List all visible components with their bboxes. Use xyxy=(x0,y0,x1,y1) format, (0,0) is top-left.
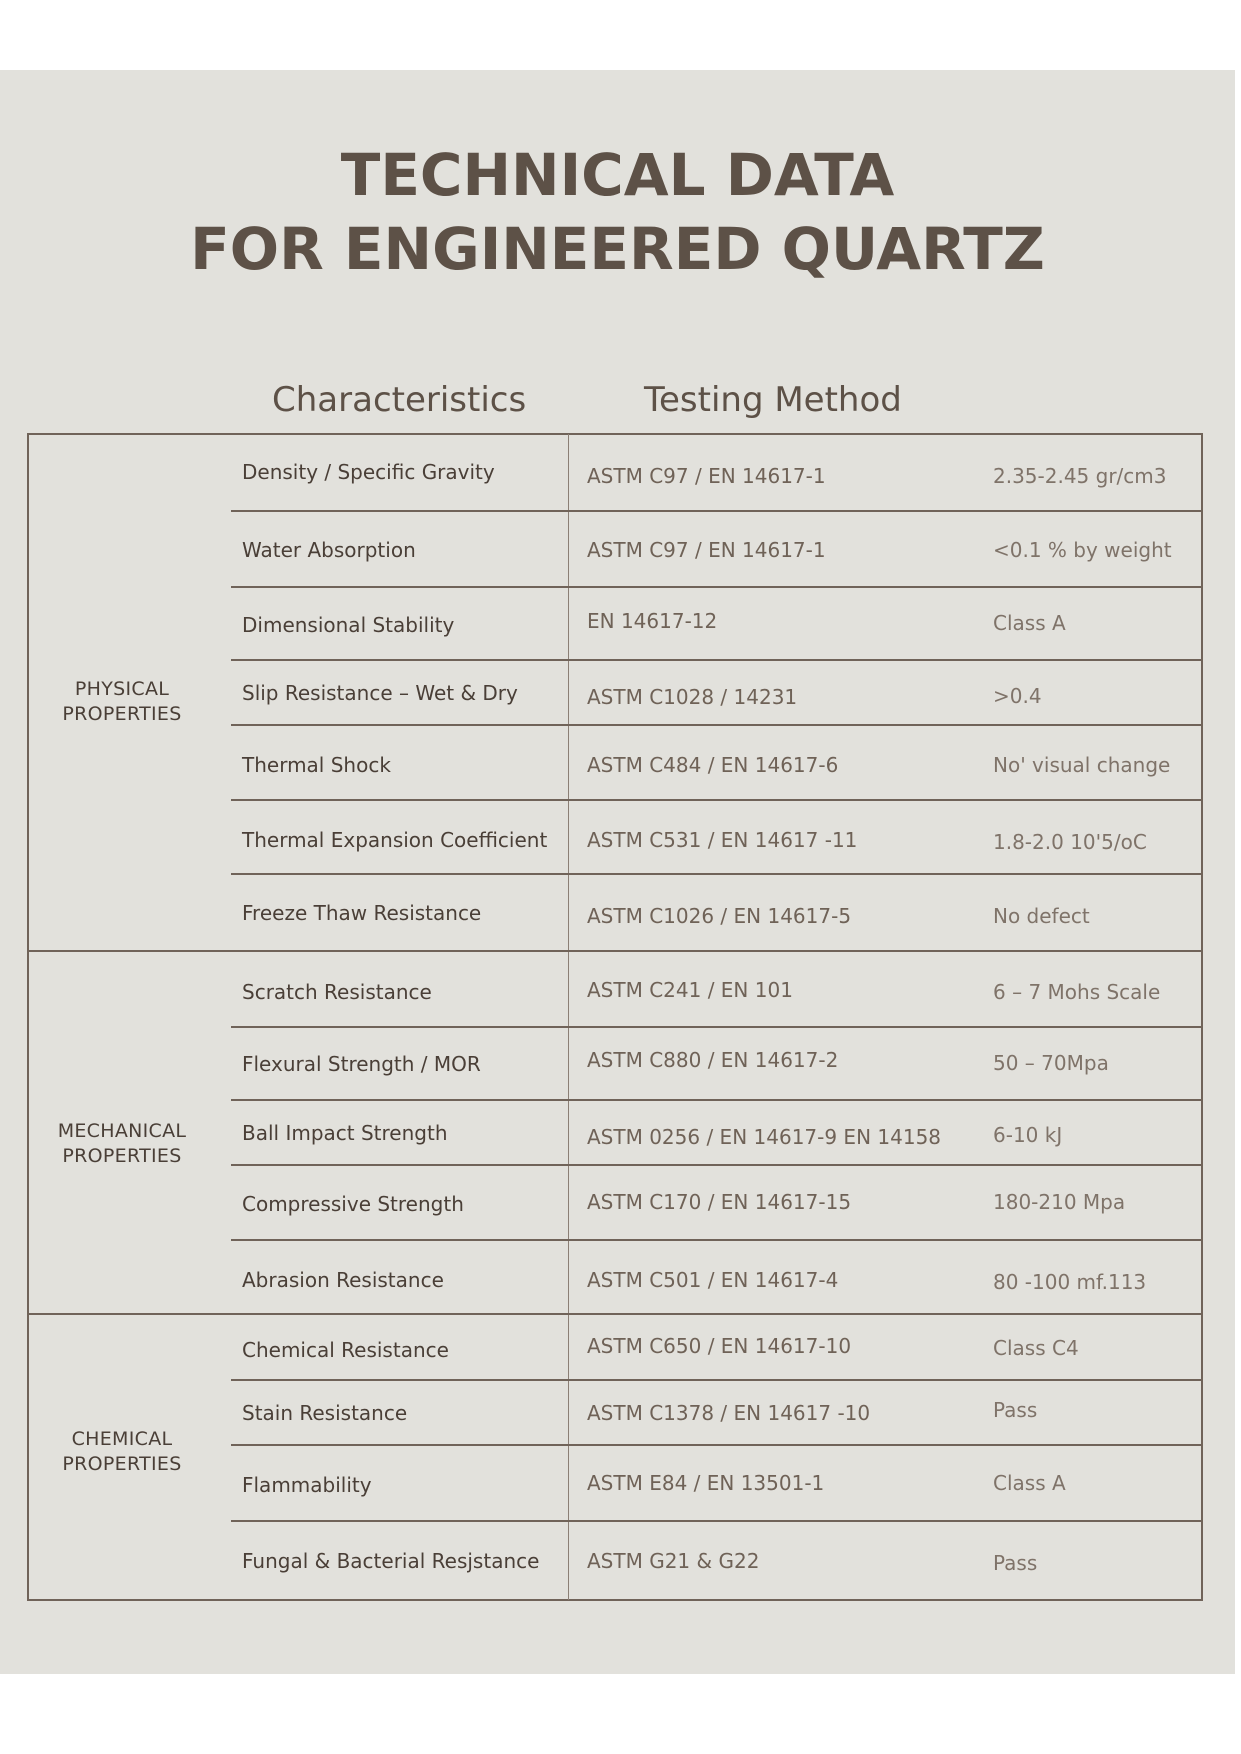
cell-characteristic: Flammability xyxy=(242,1473,372,1497)
cell-value: 2.35-2.45 gr/cm3 xyxy=(993,464,1167,488)
row-divider xyxy=(231,586,1203,588)
column-divider xyxy=(568,434,569,1600)
cell-characteristic: Fungal & Bacterial Resjstance xyxy=(242,1549,540,1573)
cell-method: EN 14617-12 xyxy=(587,609,718,633)
cell-method: ASTM C241 / EN 101 xyxy=(587,978,793,1002)
category-label-chemical xyxy=(27,1427,217,1477)
cell-value: No' visual change xyxy=(993,753,1171,777)
column-header-characteristics: Characteristics xyxy=(272,380,527,420)
cell-characteristic: Thermal Shock xyxy=(242,753,391,777)
cell-value: 6-10 kJ xyxy=(993,1123,1063,1147)
row-divider xyxy=(231,873,1203,875)
cell-value: Class C4 xyxy=(993,1336,1079,1360)
row-divider xyxy=(231,724,1203,726)
cell-value: 6 – 7 Mohs Scale xyxy=(993,980,1161,1004)
row-divider xyxy=(231,1026,1203,1028)
cell-value: <0.1 % by weight xyxy=(993,538,1172,562)
cell-method: ASTM C1378 / EN 14617 -10 xyxy=(587,1401,871,1425)
row-divider xyxy=(231,1520,1203,1522)
row-divider xyxy=(231,1164,1203,1166)
cell-value: No defect xyxy=(993,904,1090,928)
cell-value: >0.4 xyxy=(993,684,1042,708)
category-label-physical xyxy=(27,677,217,727)
cell-method: ASTM C501 / EN 14617-4 xyxy=(587,1268,839,1292)
cell-method: ASTM 0256 / EN 14617-9 EN 14158 xyxy=(587,1125,942,1149)
cell-value: 80 -100 mf.113 xyxy=(993,1270,1147,1294)
cell-method: ASTM C650 / EN 14617-10 xyxy=(587,1334,852,1358)
cell-characteristic: Abrasion Resistance xyxy=(242,1268,444,1292)
category-divider xyxy=(27,950,1203,952)
cell-characteristic: Water Absorption xyxy=(242,538,416,562)
cell-method: ASTM C880 / EN 14617-2 xyxy=(587,1048,839,1072)
page-title-line-1: TECHNICAL DATA xyxy=(340,141,895,209)
cell-characteristic: Density / Specific Gravity xyxy=(242,460,495,484)
cell-method: ASTM C97 / EN 14617-1 xyxy=(587,538,826,562)
row-divider xyxy=(231,1239,1203,1241)
row-divider xyxy=(231,1444,1203,1446)
cell-method: ASTM C97 / EN 14617-1 xyxy=(587,464,826,488)
cell-characteristic: Stain Resistance xyxy=(242,1401,408,1425)
cell-characteristic: Dimensional Stability xyxy=(242,613,455,637)
row-divider xyxy=(231,510,1203,512)
cell-value: Class A xyxy=(993,1471,1066,1495)
row-divider xyxy=(231,799,1203,801)
cell-value: 1.8-2.0 10'5/oC xyxy=(993,830,1147,854)
cell-characteristic: Ball Impact Strength xyxy=(242,1121,448,1145)
cell-value: 50 – 70Mpa xyxy=(993,1051,1109,1075)
cell-method: ASTM C1028 / 14231 xyxy=(587,685,798,709)
category-label-line: CHEMICAL xyxy=(71,1428,173,1450)
cell-characteristic: Slip Resistance – Wet & Dry xyxy=(242,681,518,705)
cell-method: ASTM C170 / EN 14617-15 xyxy=(587,1190,852,1214)
cell-value: Class A xyxy=(993,611,1066,635)
cell-characteristic: Compressive Strength xyxy=(242,1192,464,1216)
page-title-line-2: FOR ENGINEERED QUARTZ xyxy=(190,215,1045,283)
cell-characteristic: Flexural Strength / MOR xyxy=(242,1052,481,1076)
category-label-mechanical xyxy=(27,1119,217,1169)
cell-value: Pass xyxy=(993,1398,1038,1422)
cell-characteristic: Chemical Resistance xyxy=(242,1338,449,1362)
category-label-line: PROPERTIES xyxy=(62,1145,182,1167)
cell-method: ASTM E84 / EN 13501-1 xyxy=(587,1471,825,1495)
cell-method: ASTM C531 / EN 14617 -11 xyxy=(587,828,858,852)
cell-characteristic: Freeze Thaw Resistance xyxy=(242,901,482,925)
category-label-line: PROPERTIES xyxy=(62,1453,182,1475)
cell-value: 180-210 Mpa xyxy=(993,1190,1126,1214)
cell-characteristic: Scratch Resistance xyxy=(242,980,432,1004)
cell-method: ASTM G21 & G22 xyxy=(587,1549,760,1573)
category-divider xyxy=(27,1313,1203,1315)
row-divider xyxy=(231,1099,1203,1101)
row-divider xyxy=(231,1379,1203,1381)
category-label-line: MECHANICAL xyxy=(57,1120,187,1142)
cell-method: ASTM C1026 / EN 14617-5 xyxy=(587,904,852,928)
category-label-line: PROPERTIES xyxy=(62,703,182,725)
cell-value: Pass xyxy=(993,1551,1038,1575)
category-label-line: PHYSICAL xyxy=(74,678,170,700)
cell-method: ASTM C484 / EN 14617-6 xyxy=(587,753,839,777)
column-header-testing-method: Testing Method xyxy=(644,380,902,420)
cell-characteristic: Thermal Expansion Coefficient xyxy=(242,828,548,852)
row-divider xyxy=(231,659,1203,661)
